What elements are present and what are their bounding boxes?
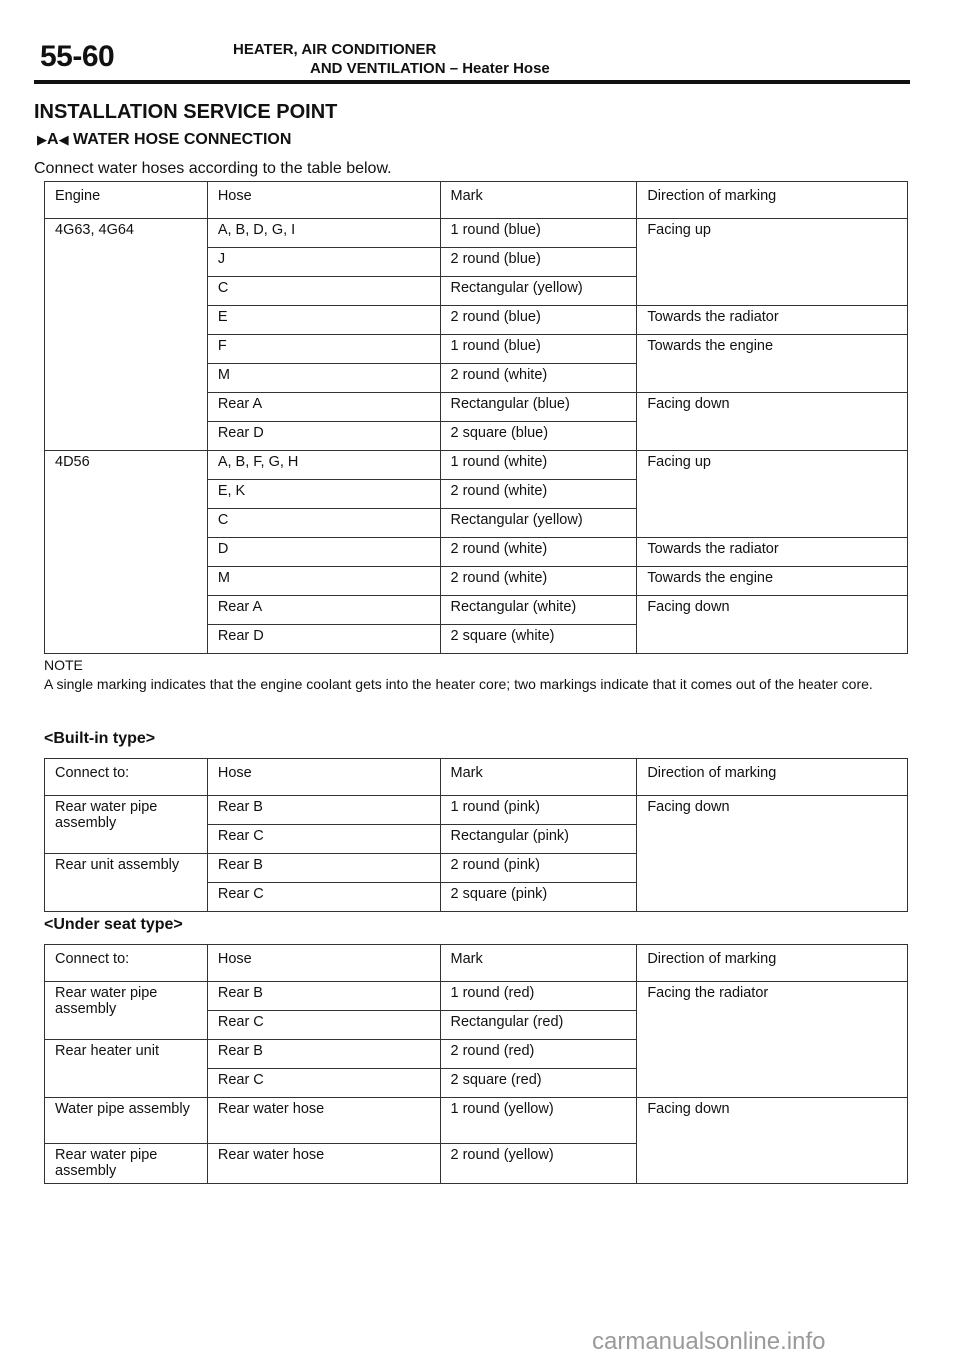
hose-cell: Rear D [207, 625, 440, 654]
header-direction: Direction of marking [637, 759, 908, 796]
hose-cell: M [207, 567, 440, 596]
table-row [45, 451, 908, 480]
connect-cell: Rear water pipe assembly [45, 1144, 208, 1184]
mark-cell: 1 round (blue) [440, 335, 637, 364]
header-rule [34, 80, 910, 84]
hose-cell: Rear water hose [207, 1098, 440, 1144]
mark-cell: Rectangular (pink) [440, 825, 637, 854]
under-seat-type-heading: <Under seat type> [44, 916, 183, 933]
mark-cell: 2 round (blue) [440, 248, 637, 277]
mark-cell: 2 square (blue) [440, 422, 637, 451]
header-hose: Hose [207, 182, 440, 219]
mark-cell: 2 square (white) [440, 625, 637, 654]
connect-cell: Rear water pipe assembly [45, 982, 208, 1040]
table-row [45, 796, 908, 825]
mark-cell: 2 round (pink) [440, 854, 637, 883]
hose-cell: Rear B [207, 1040, 440, 1069]
page-number: 55-60 [40, 40, 115, 73]
mark-cell: 2 round (white) [440, 538, 637, 567]
watermark: carmanualsonline.info [592, 1328, 826, 1355]
connect-cell: Rear heater unit [45, 1040, 208, 1098]
table-row [45, 219, 908, 248]
direction-cell: Facing down [637, 1098, 908, 1184]
mark-cell: 2 square (red) [440, 1069, 637, 1098]
engine-cell: 4G63, 4G64 [45, 219, 208, 451]
hose-cell: A, B, D, G, I [207, 219, 440, 248]
hose-cell: M [207, 364, 440, 393]
under-seat-type-table [44, 944, 908, 1184]
hose-cell: C [207, 277, 440, 306]
engine-cell: 4D56 [45, 451, 208, 654]
mark-cell: Rectangular (white) [440, 596, 637, 625]
hose-cell: Rear A [207, 393, 440, 422]
hose-cell: Rear water hose [207, 1144, 440, 1184]
intro-text: Connect water hoses according to the table below. [34, 160, 392, 177]
header-hose: Hose [207, 759, 440, 796]
mark-cell: 2 round (white) [440, 364, 637, 393]
built-in-type-table [44, 758, 908, 912]
table-row [45, 982, 908, 1011]
mark-cell: 1 round (blue) [440, 219, 637, 248]
mark-cell: 2 square (pink) [440, 883, 637, 912]
direction-cell: Towards the radiator [637, 538, 908, 567]
header-title-line1: HEATER, AIR CONDITIONER [233, 41, 437, 58]
direction-cell: Facing the radiator [637, 982, 908, 1098]
connect-cell: Rear water pipe assembly [45, 796, 208, 854]
header-connect-to: Connect to: [45, 759, 208, 796]
direction-cell: Facing down [637, 796, 908, 912]
hose-cell: J [207, 248, 440, 277]
mark-cell: 1 round (white) [440, 451, 637, 480]
hose-cell: Rear C [207, 1069, 440, 1098]
mark-cell: 2 round (blue) [440, 306, 637, 335]
service-point-letter: A [47, 131, 59, 148]
hose-cell: Rear B [207, 854, 440, 883]
connect-cell: Water pipe assembly [45, 1098, 208, 1144]
mark-cell: 1 round (pink) [440, 796, 637, 825]
hose-cell: E, K [207, 480, 440, 509]
mark-cell: 1 round (red) [440, 982, 637, 1011]
hose-cell: Rear D [207, 422, 440, 451]
section-title: INSTALLATION SERVICE POINT [34, 101, 338, 123]
direction-cell: Facing down [637, 393, 908, 451]
play-right-icon: ▶ [37, 132, 47, 147]
hose-cell: Rear C [207, 1011, 440, 1040]
note-label: NOTE [44, 657, 83, 673]
mark-cell: 2 round (yellow) [440, 1144, 637, 1184]
table-header-row [45, 182, 908, 219]
play-left-icon: ◀ [58, 132, 69, 147]
built-in-type-heading: <Built-in type> [44, 730, 156, 747]
header-direction: Direction of marking [637, 182, 908, 219]
table-header-row [45, 945, 908, 982]
table-row [45, 1098, 908, 1144]
header-connect-to: Connect to: [45, 945, 208, 982]
direction-cell: Towards the engine [637, 567, 908, 596]
table-header-row [45, 759, 908, 796]
engine-hose-table [44, 181, 908, 654]
direction-cell: Facing up [637, 219, 908, 306]
hose-cell: Rear B [207, 796, 440, 825]
direction-cell: Facing down [637, 596, 908, 654]
hose-cell: A, B, F, G, H [207, 451, 440, 480]
hose-cell: Rear C [207, 825, 440, 854]
mark-cell: Rectangular (blue) [440, 393, 637, 422]
hose-cell: F [207, 335, 440, 364]
mark-cell: 2 round (white) [440, 567, 637, 596]
mark-cell: Rectangular (yellow) [440, 277, 637, 306]
header-title-line2: AND VENTILATION – Heater Hose [310, 60, 550, 77]
header-mark: Mark [440, 759, 637, 796]
direction-cell: Towards the radiator [637, 306, 908, 335]
header-direction: Direction of marking [637, 945, 908, 982]
header-engine: Engine [45, 182, 208, 219]
header-mark: Mark [440, 182, 637, 219]
mark-cell: Rectangular (yellow) [440, 509, 637, 538]
direction-cell: Facing up [637, 451, 908, 538]
hose-cell: C [207, 509, 440, 538]
hose-cell: E [207, 306, 440, 335]
mark-cell: 1 round (yellow) [440, 1098, 637, 1144]
note-text: A single marking indicates that the engine coolant gets into the heater core; two markings indicate that it comes out of the heater core. [44, 676, 873, 692]
header-mark: Mark [440, 945, 637, 982]
hose-cell: Rear B [207, 982, 440, 1011]
mark-cell: 2 round (red) [440, 1040, 637, 1069]
mark-cell: 2 round (white) [440, 480, 637, 509]
subsection-title [37, 131, 291, 149]
hose-cell: D [207, 538, 440, 567]
subsection-label: WATER HOSE CONNECTION [73, 131, 292, 148]
hose-cell: Rear A [207, 596, 440, 625]
header-hose: Hose [207, 945, 440, 982]
mark-cell: Rectangular (red) [440, 1011, 637, 1040]
hose-cell: Rear C [207, 883, 440, 912]
direction-cell: Towards the engine [637, 335, 908, 393]
connect-cell: Rear unit assembly [45, 854, 208, 912]
